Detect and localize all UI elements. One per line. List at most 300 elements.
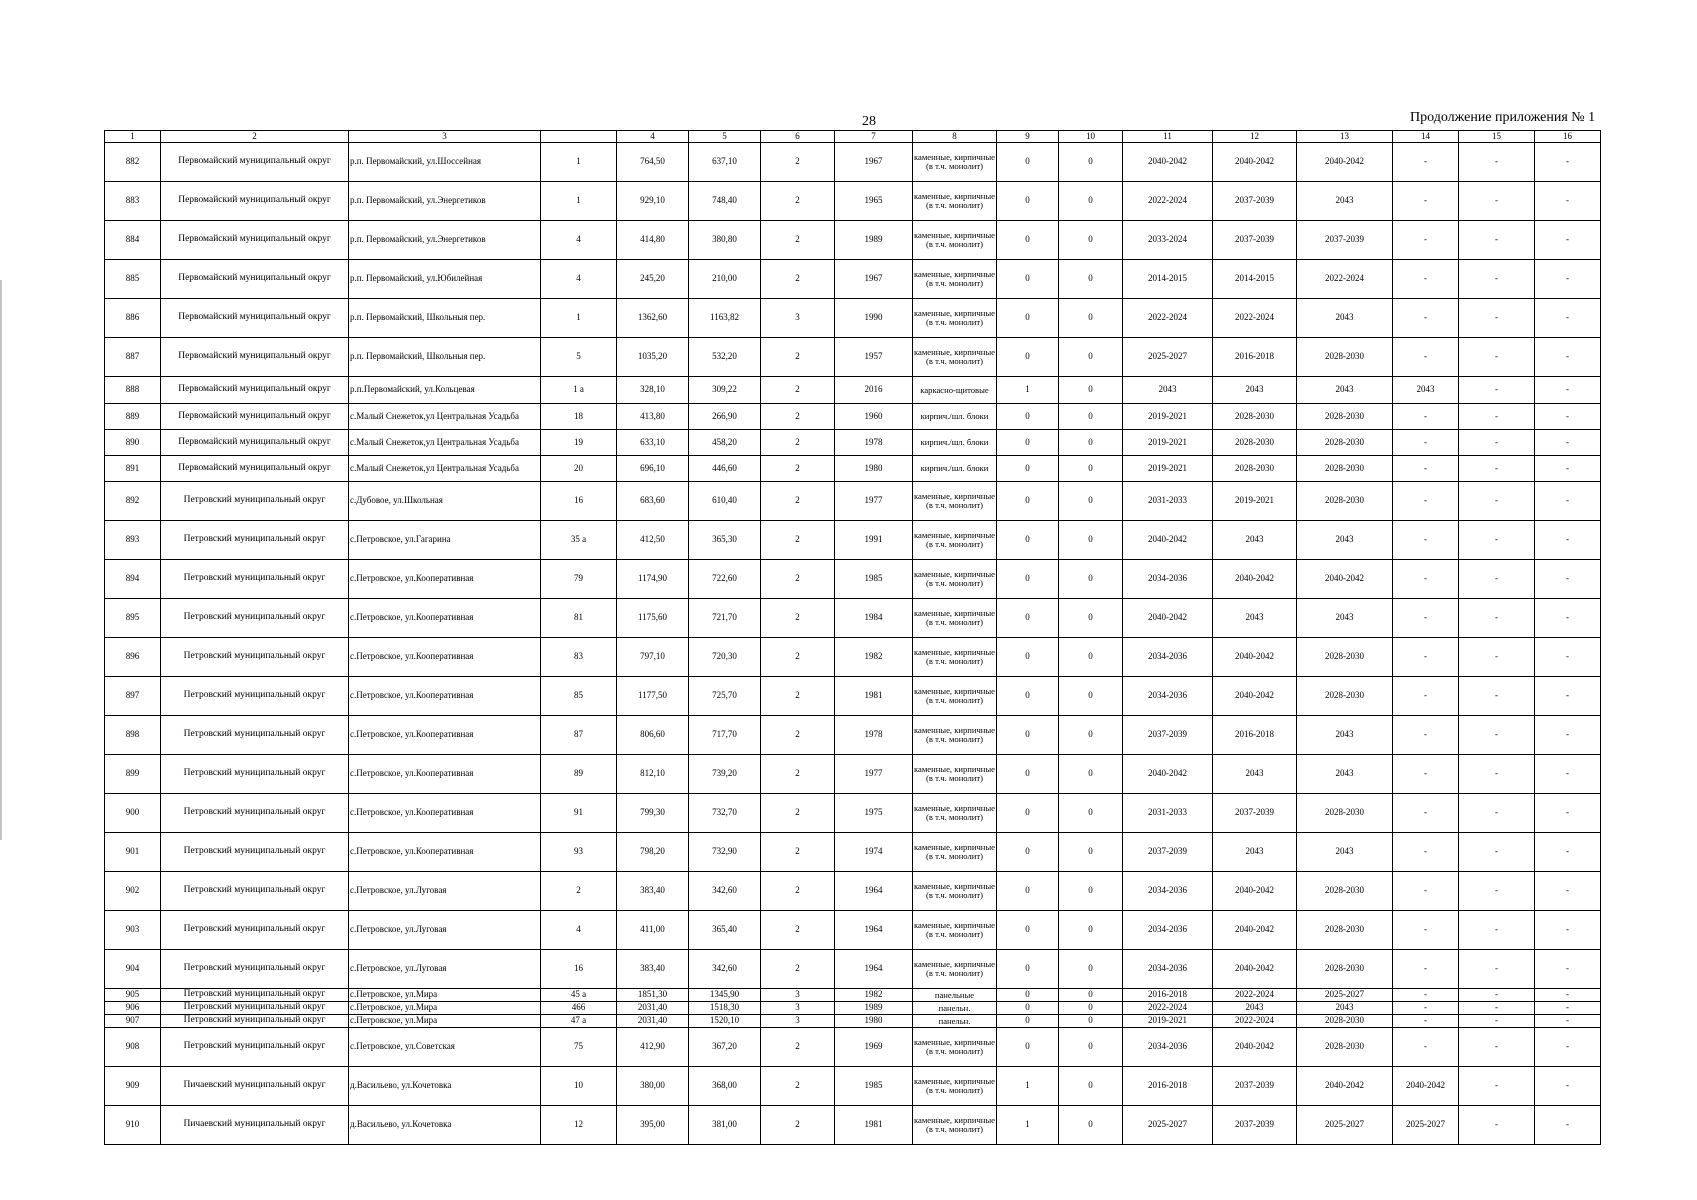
address: с.Петровское, ул.Кооперативная — [349, 560, 541, 599]
col-15: - — [1459, 338, 1535, 377]
table-row — [105, 716, 1601, 755]
living-area: 1345,90 — [689, 989, 761, 1002]
row-number: 910 — [105, 1106, 161, 1145]
col-11: 2031-2033 — [1123, 482, 1213, 521]
table-row — [105, 404, 1601, 430]
total-area: 412,90 — [617, 1028, 689, 1067]
col-16: - — [1535, 560, 1601, 599]
house-number: 1 — [541, 143, 617, 182]
col-12: 2043 — [1213, 377, 1297, 404]
year-built: 1969 — [835, 1028, 913, 1067]
col-14: - — [1393, 833, 1459, 872]
total-area: 2031,40 — [617, 1015, 689, 1028]
col-11: 2022-2024 — [1123, 299, 1213, 338]
col-10: 0 — [1059, 377, 1123, 404]
floors: 2 — [761, 143, 835, 182]
wall-material: каменные, кирпичные (в т.ч. монолит) — [913, 716, 997, 755]
house-number: 35 а — [541, 521, 617, 560]
wall-material: каменные, кирпичные (в т.ч. монолит) — [913, 143, 997, 182]
col-14: - — [1393, 456, 1459, 482]
district: Петровский муниципальный округ — [161, 677, 349, 716]
living-area: 637,10 — [689, 143, 761, 182]
district: Петровский муниципальный округ — [161, 560, 349, 599]
row-number: 895 — [105, 599, 161, 638]
floors: 3 — [761, 989, 835, 1002]
col-15: - — [1459, 221, 1535, 260]
floors: 2 — [761, 599, 835, 638]
col-13: 2028-2030 — [1297, 677, 1393, 716]
house-number: 16 — [541, 482, 617, 521]
col-9: 0 — [997, 521, 1059, 560]
col-9: 0 — [997, 755, 1059, 794]
floors: 2 — [761, 182, 835, 221]
floors: 2 — [761, 677, 835, 716]
living-area: 368,00 — [689, 1067, 761, 1106]
row-number: 909 — [105, 1067, 161, 1106]
col-13: 2022-2024 — [1297, 260, 1393, 299]
col-9: 0 — [997, 299, 1059, 338]
col-9: 0 — [997, 911, 1059, 950]
row-number: 890 — [105, 430, 161, 456]
table-row — [105, 482, 1601, 521]
floors: 2 — [761, 521, 835, 560]
col-14: - — [1393, 794, 1459, 833]
district: Петровский муниципальный округ — [161, 521, 349, 560]
col-11: 2031-2033 — [1123, 794, 1213, 833]
col-14: - — [1393, 716, 1459, 755]
row-number: 897 — [105, 677, 161, 716]
floors: 2 — [761, 456, 835, 482]
col-14: - — [1393, 143, 1459, 182]
wall-material: каменные, кирпичные (в т.ч. монолит) — [913, 677, 997, 716]
col-13: 2028-2030 — [1297, 430, 1393, 456]
address: р.п.Первомайский, ул.Кольцевая — [349, 377, 541, 404]
house-number: 81 — [541, 599, 617, 638]
col-14: - — [1393, 950, 1459, 989]
living-area: 1163,82 — [689, 299, 761, 338]
wall-material: каменные, кирпичные (в т.ч. монолит) — [913, 872, 997, 911]
row-number: 891 — [105, 456, 161, 482]
table-row — [105, 911, 1601, 950]
total-area: 633,10 — [617, 430, 689, 456]
col-16: - — [1535, 1106, 1601, 1145]
col-12: 2019-2021 — [1213, 482, 1297, 521]
total-area: 1174,90 — [617, 560, 689, 599]
continuation-label: Продолжение приложения № 1 — [1410, 110, 1596, 125]
column-number-row — [105, 131, 1601, 143]
address: с.Петровское, ул.Кооперативная — [349, 755, 541, 794]
total-area: 411,00 — [617, 911, 689, 950]
col-15: - — [1459, 1106, 1535, 1145]
row-number: 883 — [105, 182, 161, 221]
col-11: 2014-2015 — [1123, 260, 1213, 299]
row-number: 902 — [105, 872, 161, 911]
district: Первомайский муниципальный округ — [161, 456, 349, 482]
year-built: 1982 — [835, 638, 913, 677]
year-built: 1980 — [835, 1015, 913, 1028]
col-16: - — [1535, 338, 1601, 377]
col-10: 0 — [1059, 716, 1123, 755]
living-area: 1518,30 — [689, 1002, 761, 1015]
col-13: 2025-2027 — [1297, 1106, 1393, 1145]
col-12: 2022-2024 — [1213, 1015, 1297, 1028]
floors: 2 — [761, 1067, 835, 1106]
table-row — [105, 1015, 1601, 1028]
district: Петровский муниципальный округ — [161, 482, 349, 521]
col-9: 0 — [997, 338, 1059, 377]
year-built: 1957 — [835, 338, 913, 377]
col-15: - — [1459, 299, 1535, 338]
col-10: 0 — [1059, 430, 1123, 456]
floors: 2 — [761, 950, 835, 989]
col-11: 2019-2021 — [1123, 404, 1213, 430]
district: Первомайский муниципальный округ — [161, 221, 349, 260]
col-12: 2014-2015 — [1213, 260, 1297, 299]
row-number: 888 — [105, 377, 161, 404]
year-built: 2016 — [835, 377, 913, 404]
wall-material: каменные, кирпичные (в т.ч. монолит) — [913, 755, 997, 794]
col-11: 2040-2042 — [1123, 143, 1213, 182]
table-row — [105, 1028, 1601, 1067]
table-row — [105, 260, 1601, 299]
col-16: - — [1535, 638, 1601, 677]
col-15: - — [1459, 1015, 1535, 1028]
year-built: 1982 — [835, 989, 913, 1002]
house-number: 10 — [541, 1067, 617, 1106]
address: с.Малый Снежеток,ул Центральная Усадьба — [349, 456, 541, 482]
living-area: 266,90 — [689, 404, 761, 430]
col-11: 2019-2021 — [1123, 456, 1213, 482]
col-10: 0 — [1059, 521, 1123, 560]
col-10: 0 — [1059, 404, 1123, 430]
wall-material: каменные, кирпичные (в т.ч. монолит) — [913, 794, 997, 833]
col-15: - — [1459, 755, 1535, 794]
house-number: 1 — [541, 299, 617, 338]
col-12: 2043 — [1213, 521, 1297, 560]
col-11: 2034-2036 — [1123, 560, 1213, 599]
year-built: 1967 — [835, 143, 913, 182]
row-number: 892 — [105, 482, 161, 521]
col-11: 2037-2039 — [1123, 833, 1213, 872]
living-area: 365,40 — [689, 911, 761, 950]
floors: 2 — [761, 221, 835, 260]
total-area: 412,50 — [617, 521, 689, 560]
col-14: - — [1393, 638, 1459, 677]
col-10: 0 — [1059, 143, 1123, 182]
col-10: 0 — [1059, 872, 1123, 911]
col-12: 2028-2030 — [1213, 456, 1297, 482]
col-16: - — [1535, 950, 1601, 989]
column-number: 16 — [1535, 131, 1601, 143]
district: Первомайский муниципальный округ — [161, 260, 349, 299]
wall-material: каменные, кирпичные (в т.ч. монолит) — [913, 260, 997, 299]
floors: 2 — [761, 638, 835, 677]
table-row — [105, 338, 1601, 377]
wall-material: каменные, кирпичные (в т.ч. монолит) — [913, 599, 997, 638]
district: Петровский муниципальный округ — [161, 1015, 349, 1028]
address: с.Петровское, ул.Мира — [349, 1015, 541, 1028]
floors: 2 — [761, 716, 835, 755]
col-9: 0 — [997, 221, 1059, 260]
total-area: 1177,50 — [617, 677, 689, 716]
living-area: 367,20 — [689, 1028, 761, 1067]
wall-material: каменные, кирпичные (в т.ч. монолит) — [913, 221, 997, 260]
address: с.Петровское, ул.Мира — [349, 1002, 541, 1015]
year-built: 1960 — [835, 404, 913, 430]
col-13: 2028-2030 — [1297, 872, 1393, 911]
district: Петровский муниципальный округ — [161, 872, 349, 911]
house-number: 1 а — [541, 377, 617, 404]
district: Первомайский муниципальный округ — [161, 143, 349, 182]
col-9: 0 — [997, 989, 1059, 1002]
wall-material: каменные, кирпичные (в т.ч. монолит) — [913, 338, 997, 377]
col-13: 2043 — [1297, 521, 1393, 560]
house-number: 4 — [541, 260, 617, 299]
row-number: 905 — [105, 989, 161, 1002]
col-12: 2022-2024 — [1213, 989, 1297, 1002]
col-16: - — [1535, 716, 1601, 755]
col-11: 2034-2036 — [1123, 872, 1213, 911]
col-15: - — [1459, 260, 1535, 299]
address: р.п. Первомайский, ул.Шоссейная — [349, 143, 541, 182]
wall-material: панельн. — [913, 1002, 997, 1015]
house-number: 16 — [541, 950, 617, 989]
floors: 2 — [761, 833, 835, 872]
wall-material: панельные — [913, 989, 997, 1002]
col-12: 2028-2030 — [1213, 430, 1297, 456]
col-15: - — [1459, 560, 1535, 599]
col-14: - — [1393, 989, 1459, 1002]
house-number: 83 — [541, 638, 617, 677]
col-9: 1 — [997, 377, 1059, 404]
col-12: 2016-2018 — [1213, 338, 1297, 377]
total-area: 383,40 — [617, 950, 689, 989]
col-12: 2016-2018 — [1213, 716, 1297, 755]
col-10: 0 — [1059, 456, 1123, 482]
address: с.Петровское, ул.Кооперативная — [349, 716, 541, 755]
column-number: 4 — [617, 131, 689, 143]
wall-material: каменные, кирпичные (в т.ч. монолит) — [913, 560, 997, 599]
col-9: 0 — [997, 456, 1059, 482]
col-14: - — [1393, 182, 1459, 221]
wall-material: каменные, кирпичные (в т.ч. монолит) — [913, 299, 997, 338]
col-13: 2043 — [1297, 1002, 1393, 1015]
col-15: - — [1459, 950, 1535, 989]
year-built: 1964 — [835, 911, 913, 950]
total-area: 797,10 — [617, 638, 689, 677]
district: Петровский муниципальный округ — [161, 1002, 349, 1015]
year-built: 1984 — [835, 599, 913, 638]
col-15: - — [1459, 456, 1535, 482]
col-10: 0 — [1059, 221, 1123, 260]
house-number: 466 — [541, 1002, 617, 1015]
col-11: 2034-2036 — [1123, 677, 1213, 716]
row-number: 906 — [105, 1002, 161, 1015]
col-9: 0 — [997, 560, 1059, 599]
wall-material: каменные, кирпичные (в т.ч. монолит) — [913, 1067, 997, 1106]
col-10: 0 — [1059, 182, 1123, 221]
wall-material: каменные, кирпичные (в т.ч. монолит) — [913, 521, 997, 560]
district: Первомайский муниципальный округ — [161, 338, 349, 377]
col-16: - — [1535, 1015, 1601, 1028]
wall-material: панельн. — [913, 1015, 997, 1028]
living-area: 725,70 — [689, 677, 761, 716]
col-10: 0 — [1059, 338, 1123, 377]
col-15: - — [1459, 911, 1535, 950]
district: Петровский муниципальный округ — [161, 638, 349, 677]
col-13: 2043 — [1297, 833, 1393, 872]
col-9: 0 — [997, 1015, 1059, 1028]
row-number: 882 — [105, 143, 161, 182]
col-16: - — [1535, 872, 1601, 911]
table-row — [105, 1002, 1601, 1015]
col-13: 2028-2030 — [1297, 950, 1393, 989]
district: Петровский муниципальный округ — [161, 794, 349, 833]
table-row — [105, 430, 1601, 456]
col-11: 2019-2021 — [1123, 430, 1213, 456]
row-number: 900 — [105, 794, 161, 833]
total-area: 328,10 — [617, 377, 689, 404]
row-number: 899 — [105, 755, 161, 794]
col-16: - — [1535, 677, 1601, 716]
col-13: 2028-2030 — [1297, 456, 1393, 482]
col-13: 2043 — [1297, 755, 1393, 794]
column-number: 11 — [1123, 131, 1213, 143]
col-9: 0 — [997, 677, 1059, 716]
col-9: 0 — [997, 950, 1059, 989]
address: р.п. Первомайский, ул.Энергетиков — [349, 182, 541, 221]
col-16: - — [1535, 794, 1601, 833]
col-16: - — [1535, 482, 1601, 521]
district: Петровский муниципальный округ — [161, 989, 349, 1002]
living-area: 610,40 — [689, 482, 761, 521]
floors: 2 — [761, 1106, 835, 1145]
col-12: 2040-2042 — [1213, 1028, 1297, 1067]
col-15: - — [1459, 599, 1535, 638]
year-built: 1985 — [835, 1067, 913, 1106]
total-area: 1035,20 — [617, 338, 689, 377]
col-12: 2037-2039 — [1213, 1106, 1297, 1145]
column-number: 5 — [689, 131, 761, 143]
house-number: 19 — [541, 430, 617, 456]
col-9: 0 — [997, 638, 1059, 677]
col-11: 2034-2036 — [1123, 911, 1213, 950]
col-11: 2034-2036 — [1123, 950, 1213, 989]
table-row — [105, 456, 1601, 482]
district: Петровский муниципальный округ — [161, 599, 349, 638]
address: с.Петровское, ул.Кооперативная — [349, 599, 541, 638]
year-built: 1975 — [835, 794, 913, 833]
col-13: 2043 — [1297, 716, 1393, 755]
col-12: 2043 — [1213, 755, 1297, 794]
col-12: 2022-2024 — [1213, 299, 1297, 338]
district: Петровский муниципальный округ — [161, 1028, 349, 1067]
total-area: 383,40 — [617, 872, 689, 911]
address: с.Петровское, ул.Кооперативная — [349, 638, 541, 677]
house-number: 91 — [541, 794, 617, 833]
col-13: 2040-2042 — [1297, 1067, 1393, 1106]
table-row — [105, 989, 1601, 1002]
living-area: 210,00 — [689, 260, 761, 299]
house-number: 87 — [541, 716, 617, 755]
col-14: - — [1393, 221, 1459, 260]
table-row — [105, 560, 1601, 599]
year-built: 1964 — [835, 872, 913, 911]
col-13: 2025-2027 — [1297, 989, 1393, 1002]
year-built: 1985 — [835, 560, 913, 599]
year-built: 1974 — [835, 833, 913, 872]
col-14: - — [1393, 430, 1459, 456]
year-built: 1978 — [835, 430, 913, 456]
wall-material: каменные, кирпичные (в т.ч. монолит) — [913, 1106, 997, 1145]
table-row — [105, 638, 1601, 677]
col-13: 2028-2030 — [1297, 404, 1393, 430]
row-number: 886 — [105, 299, 161, 338]
floors: 2 — [761, 338, 835, 377]
wall-material: каменные, кирпичные (в т.ч. монолит) — [913, 833, 997, 872]
year-built: 1989 — [835, 221, 913, 260]
column-number: 14 — [1393, 131, 1459, 143]
col-10: 0 — [1059, 794, 1123, 833]
col-9: 0 — [997, 794, 1059, 833]
year-built: 1977 — [835, 755, 913, 794]
col-12: 2028-2030 — [1213, 404, 1297, 430]
table-row — [105, 299, 1601, 338]
table-row — [105, 1067, 1601, 1106]
col-16: - — [1535, 260, 1601, 299]
col-15: - — [1459, 1002, 1535, 1015]
col-15: - — [1459, 377, 1535, 404]
col-13: 2037-2039 — [1297, 221, 1393, 260]
col-13: 2043 — [1297, 299, 1393, 338]
year-built: 1980 — [835, 456, 913, 482]
living-area: 381,00 — [689, 1106, 761, 1145]
col-13: 2043 — [1297, 599, 1393, 638]
col-10: 0 — [1059, 833, 1123, 872]
col-16: - — [1535, 521, 1601, 560]
col-16: - — [1535, 456, 1601, 482]
house-number: 4 — [541, 911, 617, 950]
col-12: 2040-2042 — [1213, 143, 1297, 182]
living-area: 732,90 — [689, 833, 761, 872]
floors: 3 — [761, 1002, 835, 1015]
col-16: - — [1535, 143, 1601, 182]
col-14: - — [1393, 911, 1459, 950]
col-16: - — [1535, 377, 1601, 404]
col-16: - — [1535, 989, 1601, 1002]
col-10: 0 — [1059, 989, 1123, 1002]
table-header — [105, 131, 1601, 143]
row-number: 898 — [105, 716, 161, 755]
house-number: 75 — [541, 1028, 617, 1067]
col-10: 0 — [1059, 1067, 1123, 1106]
living-area: 732,70 — [689, 794, 761, 833]
wall-material: каменные, кирпичные (в т.ч. монолит) — [913, 482, 997, 521]
table-row — [105, 377, 1601, 404]
col-15: - — [1459, 794, 1535, 833]
col-11: 2040-2042 — [1123, 521, 1213, 560]
col-14: - — [1393, 260, 1459, 299]
address: с.Петровское, ул.Кооперативная — [349, 677, 541, 716]
year-built: 1965 — [835, 182, 913, 221]
address: с.Петровское, ул.Луговая — [349, 911, 541, 950]
floors: 2 — [761, 872, 835, 911]
col-12: 2040-2042 — [1213, 872, 1297, 911]
col-10: 0 — [1059, 911, 1123, 950]
col-12: 2040-2042 — [1213, 560, 1297, 599]
floors: 2 — [761, 560, 835, 599]
col-12: 2043 — [1213, 833, 1297, 872]
